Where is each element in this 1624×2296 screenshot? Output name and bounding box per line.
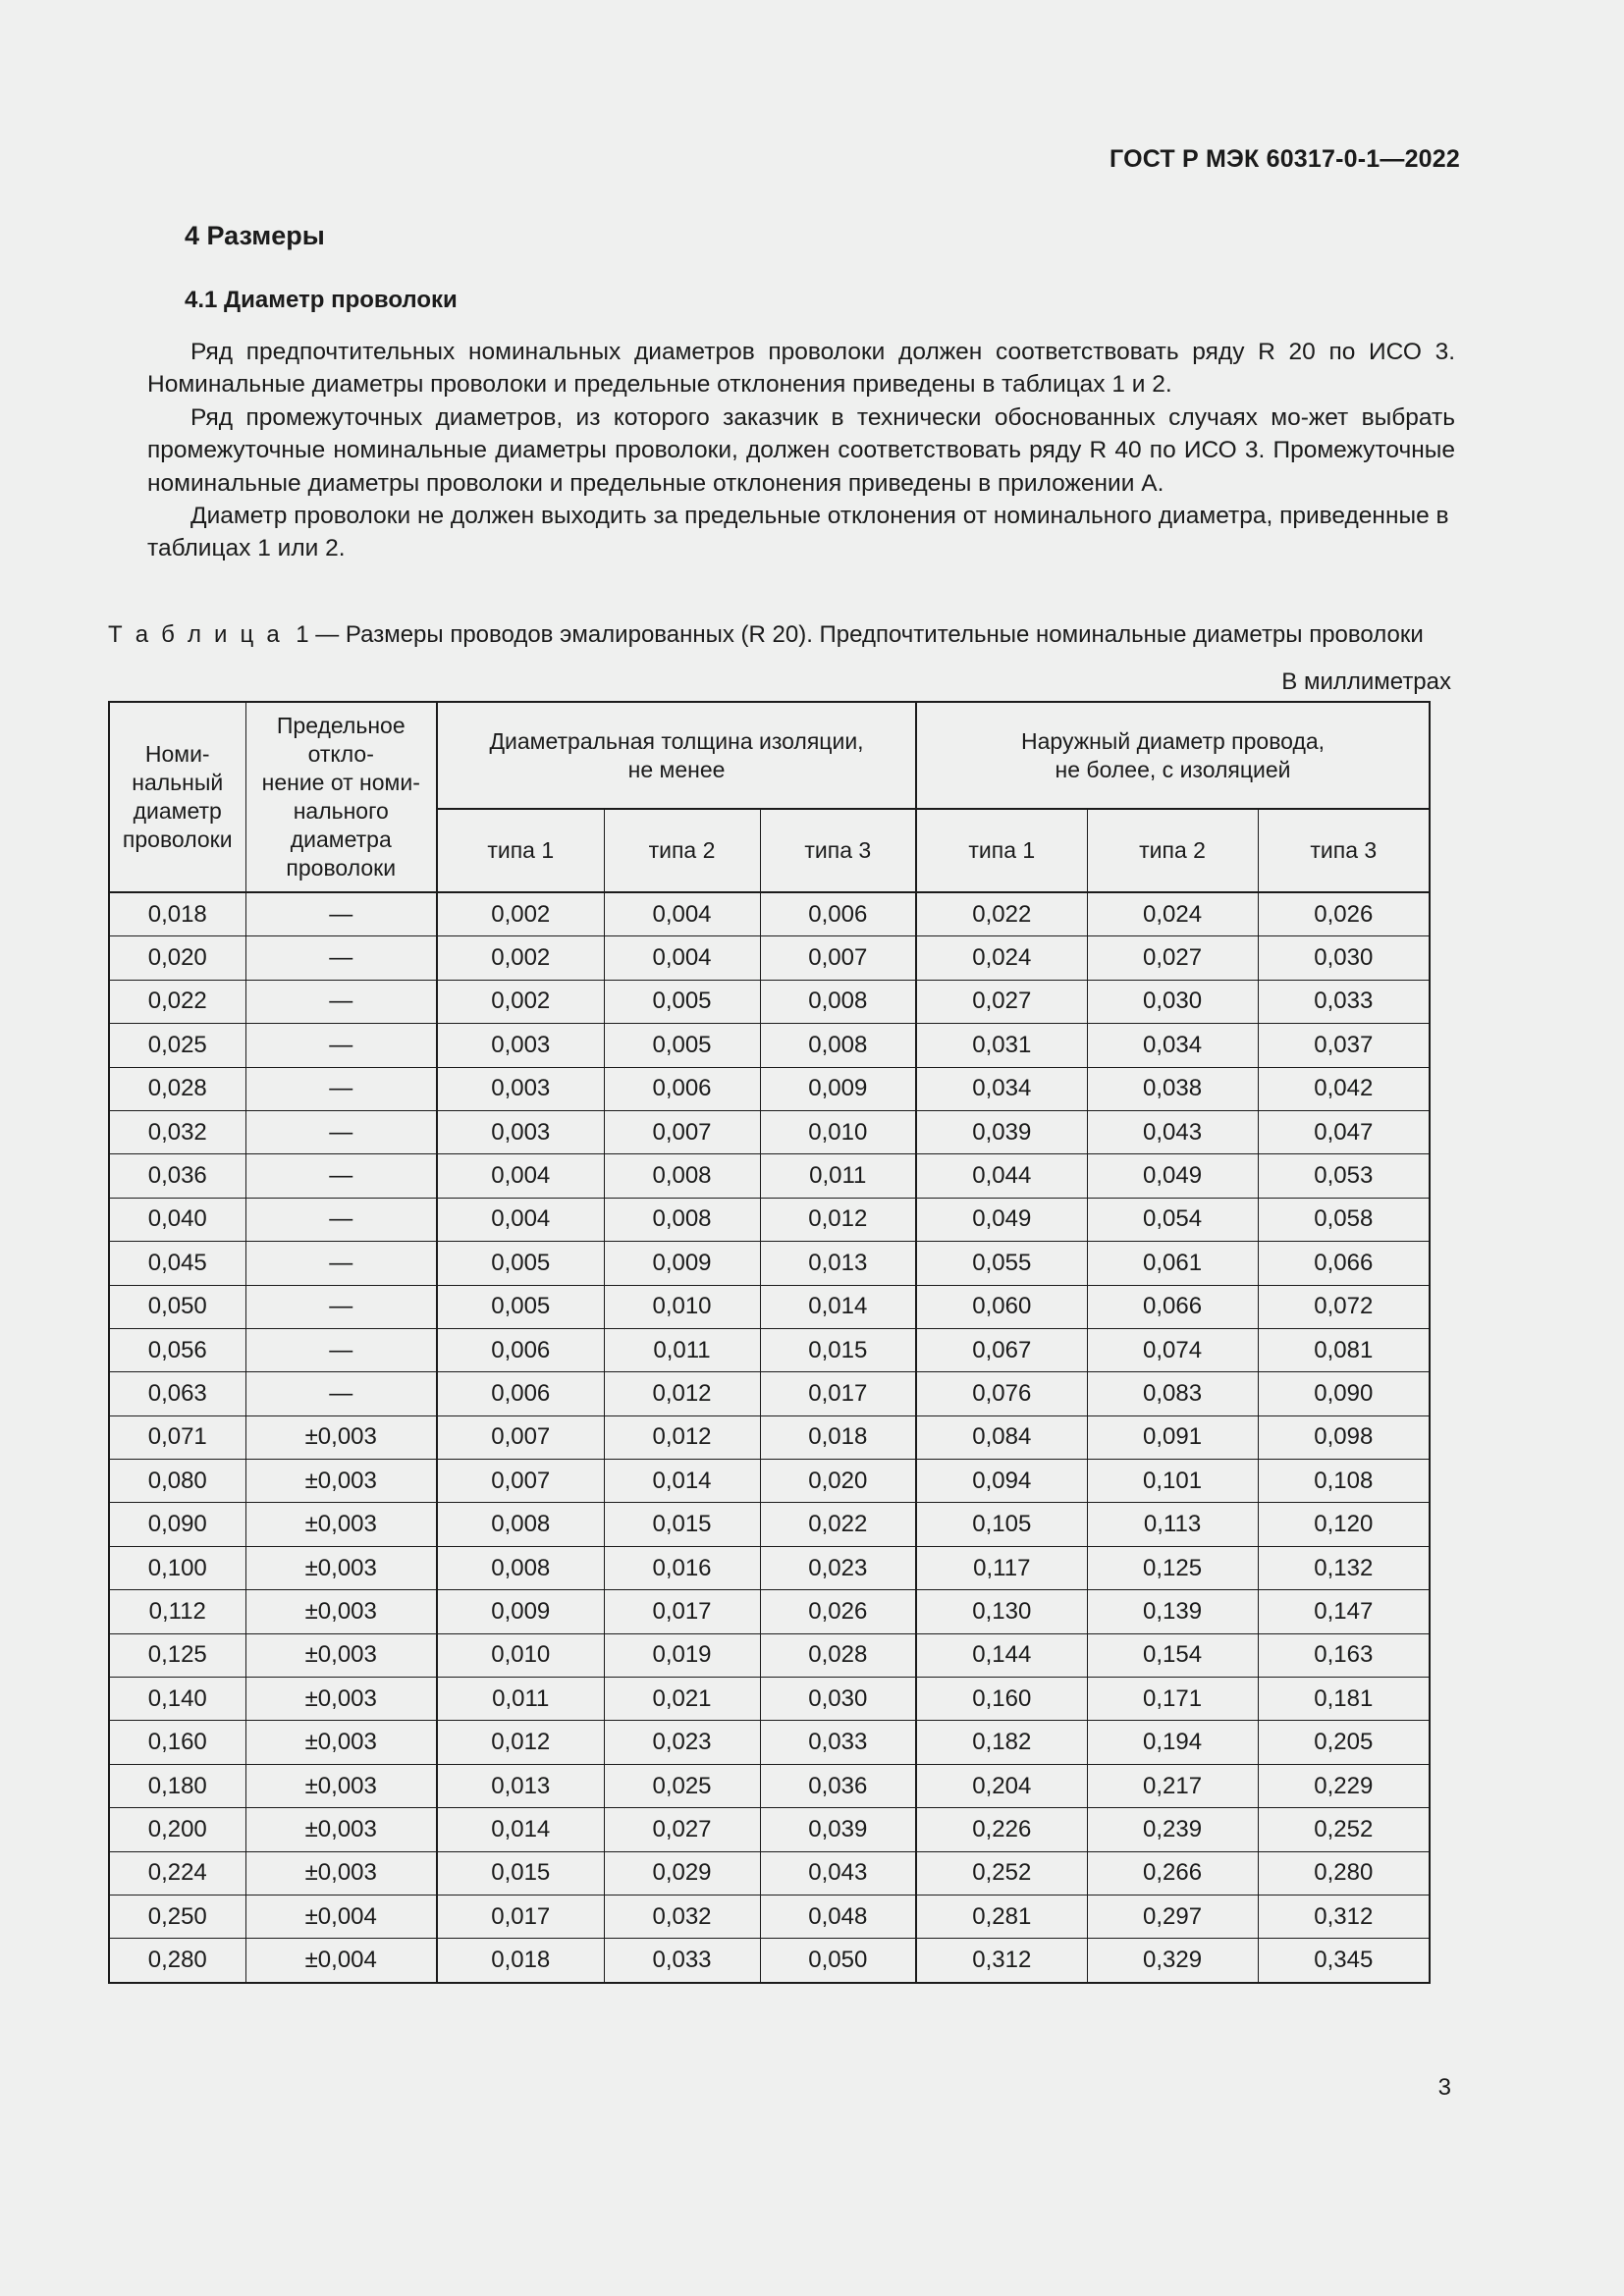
- table-row: [109, 1242, 1430, 1285]
- cell-tolerance: ±0,003: [245, 1415, 437, 1459]
- cell-insulation-grade-3: 0,007: [760, 936, 916, 980]
- cell-insulation-grade-1: 0,004: [437, 1154, 604, 1198]
- paragraph-2: Ряд промежуточных диаметров, из которого заказчик в технически обоснованных случаях мо‐жет выбрать промежуточные номинальные диаметры проволоки, должен соответствовать ряду R 40 по ИСО 3. Промежуточные номинальные диаметры проволоки и предельные отклонения приведены в приложении А.: [147, 403, 1455, 497]
- cell-insulation-grade-3: 0,010: [760, 1110, 916, 1153]
- table-row: [109, 1721, 1430, 1764]
- cell-insulation-grade-1: 0,009: [437, 1590, 604, 1633]
- cell-insulation-grade-1: 0,017: [437, 1895, 604, 1938]
- table-row: [109, 1678, 1430, 1721]
- cell-overall-grade-3: 0,280: [1258, 1851, 1430, 1895]
- cell-tolerance: —: [245, 1154, 437, 1198]
- cell-insulation-grade-1: 0,007: [437, 1460, 604, 1503]
- cell-insulation-grade-1: 0,008: [437, 1503, 604, 1546]
- cell-nominal-diameter: 0,280: [109, 1939, 245, 1983]
- table-row: [109, 892, 1430, 936]
- table-row: [109, 1590, 1430, 1633]
- cell-insulation-grade-3: 0,014: [760, 1285, 916, 1328]
- cell-insulation-grade-3: 0,023: [760, 1546, 916, 1589]
- cell-nominal-diameter: 0,045: [109, 1242, 245, 1285]
- header-tolerance: Предельное откло- нение от номи- нального диаметра проволоки: [245, 702, 437, 892]
- cell-overall-grade-2: 0,066: [1087, 1285, 1258, 1328]
- cell-insulation-grade-2: 0,009: [604, 1242, 760, 1285]
- cell-insulation-grade-2: 0,014: [604, 1460, 760, 1503]
- cell-overall-grade-1: 0,105: [916, 1503, 1087, 1546]
- cell-overall-grade-2: 0,043: [1087, 1110, 1258, 1153]
- cell-overall-grade-1: 0,160: [916, 1678, 1087, 1721]
- cell-overall-grade-3: 0,058: [1258, 1198, 1430, 1241]
- cell-overall-grade-3: 0,108: [1258, 1460, 1430, 1503]
- cell-tolerance: ±0,003: [245, 1503, 437, 1546]
- header-nominal-diameter: Номи- нальный диаметр проволоки: [109, 702, 245, 892]
- cell-overall-grade-2: 0,113: [1087, 1503, 1258, 1546]
- cell-overall-grade-1: 0,182: [916, 1721, 1087, 1764]
- cell-overall-grade-1: 0,060: [916, 1285, 1087, 1328]
- cell-overall-grade-2: 0,038: [1087, 1067, 1258, 1110]
- cell-overall-grade-2: 0,061: [1087, 1242, 1258, 1285]
- cell-overall-grade-2: 0,266: [1087, 1851, 1258, 1895]
- cell-overall-grade-1: 0,049: [916, 1198, 1087, 1241]
- cell-insulation-grade-2: 0,023: [604, 1721, 760, 1764]
- cell-tolerance: ±0,003: [245, 1678, 437, 1721]
- cell-insulation-grade-2: 0,033: [604, 1939, 760, 1983]
- header-insulation-grade-2: типа 2: [604, 809, 760, 892]
- cell-nominal-diameter: 0,020: [109, 936, 245, 980]
- table-caption-number: 1: [296, 621, 309, 648]
- table-row: [109, 1764, 1430, 1807]
- table-row: [109, 1415, 1430, 1459]
- cell-overall-grade-2: 0,194: [1087, 1721, 1258, 1764]
- table-row: [109, 1110, 1430, 1153]
- table-row: [109, 1633, 1430, 1677]
- cell-insulation-grade-2: 0,015: [604, 1503, 760, 1546]
- cell-overall-grade-2: 0,171: [1087, 1678, 1258, 1721]
- cell-tolerance: ±0,003: [245, 1808, 437, 1851]
- cell-overall-grade-1: 0,031: [916, 1024, 1087, 1067]
- cell-insulation-grade-2: 0,004: [604, 892, 760, 936]
- cell-insulation-grade-2: 0,027: [604, 1808, 760, 1851]
- running-header-standard-id: ГОСТ Р МЭК 60317-0-1—2022: [1110, 145, 1460, 173]
- subsection-heading-4-1: 4.1 Диаметр проволоки: [185, 287, 458, 313]
- cell-tolerance: —: [245, 1285, 437, 1328]
- table-row: [109, 1808, 1430, 1851]
- cell-overall-grade-1: 0,055: [916, 1242, 1087, 1285]
- cell-overall-grade-2: 0,027: [1087, 936, 1258, 980]
- cell-overall-grade-1: 0,094: [916, 1460, 1087, 1503]
- cell-nominal-diameter: 0,112: [109, 1590, 245, 1633]
- cell-overall-grade-2: 0,239: [1087, 1808, 1258, 1851]
- cell-insulation-grade-2: 0,008: [604, 1198, 760, 1241]
- cell-nominal-diameter: 0,032: [109, 1110, 245, 1153]
- cell-overall-grade-1: 0,252: [916, 1851, 1087, 1895]
- header-insulation-grade-3: типа 3: [760, 809, 916, 892]
- table-row: [109, 936, 1430, 980]
- cell-overall-grade-3: 0,147: [1258, 1590, 1430, 1633]
- cell-tolerance: —: [245, 1198, 437, 1241]
- table-row: [109, 1198, 1430, 1241]
- table-head: [109, 702, 1430, 892]
- cell-insulation-grade-1: 0,010: [437, 1633, 604, 1677]
- cell-insulation-grade-2: 0,006: [604, 1067, 760, 1110]
- cell-insulation-grade-2: 0,019: [604, 1633, 760, 1677]
- table-row: [109, 1503, 1430, 1546]
- cell-overall-grade-2: 0,101: [1087, 1460, 1258, 1503]
- page-number: 3: [1437, 2074, 1451, 2101]
- cell-overall-grade-3: 0,098: [1258, 1415, 1430, 1459]
- table-row: [109, 980, 1430, 1023]
- cell-overall-grade-3: 0,033: [1258, 980, 1430, 1023]
- paragraph-1: Ряд предпочтительных номинальных диаметров проволоки должен соответствовать ряду R 20 по ИСО 3. Номинальные диаметры проволоки и предельные отклонения приведены в таблицах 1 и 2.: [147, 339, 1455, 399]
- body-text: [147, 336, 1455, 565]
- cell-overall-grade-2: 0,034: [1087, 1024, 1258, 1067]
- cell-insulation-grade-1: 0,011: [437, 1678, 604, 1721]
- cell-nominal-diameter: 0,250: [109, 1895, 245, 1938]
- cell-overall-grade-3: 0,252: [1258, 1808, 1430, 1851]
- cell-overall-grade-3: 0,229: [1258, 1764, 1430, 1807]
- cell-overall-grade-1: 0,022: [916, 892, 1087, 936]
- table-row: [109, 1328, 1430, 1371]
- header-overall-diameter-group: Наружный диаметр провода, не более, с изоляцией: [916, 702, 1430, 809]
- cell-insulation-grade-3: 0,008: [760, 1024, 916, 1067]
- cell-insulation-grade-1: 0,006: [437, 1328, 604, 1371]
- cell-insulation-grade-1: 0,002: [437, 936, 604, 980]
- cell-insulation-grade-1: 0,006: [437, 1372, 604, 1415]
- header-insulation-grade-1: типа 1: [437, 809, 604, 892]
- cell-overall-grade-2: 0,074: [1087, 1328, 1258, 1371]
- header-overall-grade-2: типа 2: [1087, 809, 1258, 892]
- cell-overall-grade-3: 0,042: [1258, 1067, 1430, 1110]
- cell-insulation-grade-2: 0,005: [604, 980, 760, 1023]
- cell-insulation-grade-3: 0,030: [760, 1678, 916, 1721]
- cell-insulation-grade-3: 0,048: [760, 1895, 916, 1938]
- cell-nominal-diameter: 0,160: [109, 1721, 245, 1764]
- cell-nominal-diameter: 0,036: [109, 1154, 245, 1198]
- cell-nominal-diameter: 0,125: [109, 1633, 245, 1677]
- table-row: [109, 1024, 1430, 1067]
- cell-overall-grade-1: 0,281: [916, 1895, 1087, 1938]
- header-insulation-thickness-group: Диаметральная толщина изоляции, не менее: [437, 702, 916, 809]
- cell-overall-grade-2: 0,083: [1087, 1372, 1258, 1415]
- cell-tolerance: —: [245, 936, 437, 980]
- cell-insulation-grade-3: 0,012: [760, 1198, 916, 1241]
- cell-nominal-diameter: 0,040: [109, 1198, 245, 1241]
- cell-insulation-grade-2: 0,010: [604, 1285, 760, 1328]
- cell-overall-grade-2: 0,024: [1087, 892, 1258, 936]
- cell-nominal-diameter: 0,056: [109, 1328, 245, 1371]
- cell-nominal-diameter: 0,063: [109, 1372, 245, 1415]
- cell-overall-grade-3: 0,312: [1258, 1895, 1430, 1938]
- cell-nominal-diameter: 0,018: [109, 892, 245, 936]
- cell-overall-grade-1: 0,226: [916, 1808, 1087, 1851]
- dimensions-table: [108, 701, 1431, 1984]
- cell-tolerance: —: [245, 1024, 437, 1067]
- cell-tolerance: ±0,003: [245, 1633, 437, 1677]
- cell-tolerance: ±0,004: [245, 1895, 437, 1938]
- cell-tolerance: ±0,003: [245, 1721, 437, 1764]
- cell-insulation-grade-1: 0,008: [437, 1546, 604, 1589]
- cell-insulation-grade-2: 0,025: [604, 1764, 760, 1807]
- table-row: [109, 1939, 1430, 1983]
- cell-insulation-grade-3: 0,008: [760, 980, 916, 1023]
- cell-overall-grade-1: 0,117: [916, 1546, 1087, 1589]
- cell-overall-grade-3: 0,090: [1258, 1372, 1430, 1415]
- cell-insulation-grade-1: 0,004: [437, 1198, 604, 1241]
- table-row: [109, 1546, 1430, 1589]
- cell-tolerance: ±0,003: [245, 1764, 437, 1807]
- cell-overall-grade-1: 0,027: [916, 980, 1087, 1023]
- table-units-note: В миллиметрах: [1281, 668, 1451, 695]
- cell-insulation-grade-3: 0,028: [760, 1633, 916, 1677]
- cell-insulation-grade-1: 0,005: [437, 1242, 604, 1285]
- cell-insulation-grade-1: 0,002: [437, 980, 604, 1023]
- cell-overall-grade-2: 0,054: [1087, 1198, 1258, 1241]
- table-body: [109, 892, 1430, 1983]
- cell-insulation-grade-3: 0,033: [760, 1721, 916, 1764]
- table-row: [109, 1067, 1430, 1110]
- cell-overall-grade-1: 0,144: [916, 1633, 1087, 1677]
- cell-insulation-grade-1: 0,005: [437, 1285, 604, 1328]
- header-overall-grade-3: типа 3: [1258, 809, 1430, 892]
- cell-overall-grade-3: 0,072: [1258, 1285, 1430, 1328]
- table-row: [109, 1285, 1430, 1328]
- cell-nominal-diameter: 0,140: [109, 1678, 245, 1721]
- cell-overall-grade-3: 0,053: [1258, 1154, 1430, 1198]
- cell-overall-grade-2: 0,030: [1087, 980, 1258, 1023]
- cell-overall-grade-2: 0,091: [1087, 1415, 1258, 1459]
- cell-overall-grade-1: 0,044: [916, 1154, 1087, 1198]
- cell-insulation-grade-3: 0,017: [760, 1372, 916, 1415]
- cell-tolerance: ±0,003: [245, 1851, 437, 1895]
- cell-nominal-diameter: 0,200: [109, 1808, 245, 1851]
- cell-overall-grade-2: 0,139: [1087, 1590, 1258, 1633]
- cell-overall-grade-3: 0,026: [1258, 892, 1430, 936]
- table-caption-text: — Размеры проводов эмалированных (R 20). Предпочтительные номинальные диаметры проволоки: [315, 621, 1424, 648]
- cell-overall-grade-3: 0,066: [1258, 1242, 1430, 1285]
- cell-tolerance: —: [245, 1110, 437, 1153]
- cell-insulation-grade-3: 0,013: [760, 1242, 916, 1285]
- cell-tolerance: —: [245, 1372, 437, 1415]
- cell-tolerance: —: [245, 892, 437, 936]
- cell-insulation-grade-3: 0,009: [760, 1067, 916, 1110]
- cell-tolerance: —: [245, 1242, 437, 1285]
- cell-insulation-grade-2: 0,032: [604, 1895, 760, 1938]
- cell-overall-grade-3: 0,081: [1258, 1328, 1430, 1371]
- cell-insulation-grade-2: 0,007: [604, 1110, 760, 1153]
- cell-overall-grade-1: 0,084: [916, 1415, 1087, 1459]
- cell-tolerance: ±0,003: [245, 1590, 437, 1633]
- cell-overall-grade-2: 0,329: [1087, 1939, 1258, 1983]
- cell-insulation-grade-2: 0,017: [604, 1590, 760, 1633]
- cell-tolerance: ±0,003: [245, 1460, 437, 1503]
- cell-insulation-grade-2: 0,011: [604, 1328, 760, 1371]
- cell-overall-grade-1: 0,312: [916, 1939, 1087, 1983]
- cell-insulation-grade-2: 0,008: [604, 1154, 760, 1198]
- cell-overall-grade-1: 0,130: [916, 1590, 1087, 1633]
- cell-insulation-grade-2: 0,021: [604, 1678, 760, 1721]
- cell-overall-grade-3: 0,181: [1258, 1678, 1430, 1721]
- cell-insulation-grade-1: 0,003: [437, 1024, 604, 1067]
- cell-insulation-grade-3: 0,015: [760, 1328, 916, 1371]
- cell-overall-grade-2: 0,217: [1087, 1764, 1258, 1807]
- paragraph-3: Диаметр проволоки не должен выходить за предельные отклонения от номинального диаметра, приведенные в таблицах 1 или 2.: [147, 503, 1449, 562]
- cell-insulation-grade-1: 0,015: [437, 1851, 604, 1895]
- cell-overall-grade-2: 0,049: [1087, 1154, 1258, 1198]
- table-row: [109, 1154, 1430, 1198]
- cell-insulation-grade-3: 0,050: [760, 1939, 916, 1983]
- cell-overall-grade-3: 0,163: [1258, 1633, 1430, 1677]
- cell-insulation-grade-1: 0,013: [437, 1764, 604, 1807]
- cell-nominal-diameter: 0,071: [109, 1415, 245, 1459]
- section-heading-4: 4 Размеры: [185, 221, 325, 250]
- cell-overall-grade-2: 0,125: [1087, 1546, 1258, 1589]
- cell-overall-grade-1: 0,039: [916, 1110, 1087, 1153]
- table-row: [109, 1460, 1430, 1503]
- cell-nominal-diameter: 0,028: [109, 1067, 245, 1110]
- cell-insulation-grade-2: 0,012: [604, 1415, 760, 1459]
- cell-nominal-diameter: 0,080: [109, 1460, 245, 1503]
- cell-insulation-grade-3: 0,020: [760, 1460, 916, 1503]
- cell-overall-grade-3: 0,120: [1258, 1503, 1430, 1546]
- cell-insulation-grade-3: 0,006: [760, 892, 916, 936]
- header-overall-grade-1: типа 1: [916, 809, 1087, 892]
- table-header-row-group: [109, 702, 1430, 809]
- cell-insulation-grade-3: 0,022: [760, 1503, 916, 1546]
- cell-nominal-diameter: 0,100: [109, 1546, 245, 1589]
- cell-tolerance: —: [245, 1067, 437, 1110]
- cell-insulation-grade-3: 0,018: [760, 1415, 916, 1459]
- cell-insulation-grade-2: 0,016: [604, 1546, 760, 1589]
- cell-overall-grade-3: 0,205: [1258, 1721, 1430, 1764]
- cell-insulation-grade-1: 0,018: [437, 1939, 604, 1983]
- cell-overall-grade-3: 0,345: [1258, 1939, 1430, 1983]
- cell-overall-grade-3: 0,047: [1258, 1110, 1430, 1153]
- cell-insulation-grade-1: 0,014: [437, 1808, 604, 1851]
- cell-insulation-grade-2: 0,029: [604, 1851, 760, 1895]
- cell-overall-grade-2: 0,154: [1087, 1633, 1258, 1677]
- cell-nominal-diameter: 0,090: [109, 1503, 245, 1546]
- cell-insulation-grade-3: 0,036: [760, 1764, 916, 1807]
- cell-overall-grade-1: 0,024: [916, 936, 1087, 980]
- cell-overall-grade-2: 0,297: [1087, 1895, 1258, 1938]
- cell-overall-grade-1: 0,067: [916, 1328, 1087, 1371]
- cell-insulation-grade-3: 0,039: [760, 1808, 916, 1851]
- cell-insulation-grade-2: 0,012: [604, 1372, 760, 1415]
- cell-nominal-diameter: 0,224: [109, 1851, 245, 1895]
- cell-insulation-grade-2: 0,005: [604, 1024, 760, 1067]
- cell-tolerance: ±0,003: [245, 1546, 437, 1589]
- cell-tolerance: —: [245, 1328, 437, 1371]
- table-caption-label: Т а б л и ц а: [108, 621, 283, 648]
- cell-insulation-grade-1: 0,003: [437, 1110, 604, 1153]
- cell-overall-grade-1: 0,204: [916, 1764, 1087, 1807]
- cell-tolerance: ±0,004: [245, 1939, 437, 1983]
- cell-nominal-diameter: 0,025: [109, 1024, 245, 1067]
- cell-insulation-grade-1: 0,012: [437, 1721, 604, 1764]
- cell-insulation-grade-3: 0,026: [760, 1590, 916, 1633]
- cell-overall-grade-3: 0,030: [1258, 936, 1430, 980]
- cell-overall-grade-3: 0,037: [1258, 1024, 1430, 1067]
- cell-nominal-diameter: 0,050: [109, 1285, 245, 1328]
- cell-overall-grade-1: 0,076: [916, 1372, 1087, 1415]
- cell-nominal-diameter: 0,180: [109, 1764, 245, 1807]
- cell-insulation-grade-3: 0,011: [760, 1154, 916, 1198]
- cell-insulation-grade-1: 0,002: [437, 892, 604, 936]
- cell-insulation-grade-3: 0,043: [760, 1851, 916, 1895]
- table-row: [109, 1851, 1430, 1895]
- cell-overall-grade-1: 0,034: [916, 1067, 1087, 1110]
- cell-insulation-grade-1: 0,007: [437, 1415, 604, 1459]
- cell-overall-grade-3: 0,132: [1258, 1546, 1430, 1589]
- cell-tolerance: —: [245, 980, 437, 1023]
- table-caption: [108, 619, 1429, 651]
- cell-nominal-diameter: 0,022: [109, 980, 245, 1023]
- table-row: [109, 1372, 1430, 1415]
- table-row: [109, 1895, 1430, 1938]
- cell-insulation-grade-2: 0,004: [604, 936, 760, 980]
- cell-insulation-grade-1: 0,003: [437, 1067, 604, 1110]
